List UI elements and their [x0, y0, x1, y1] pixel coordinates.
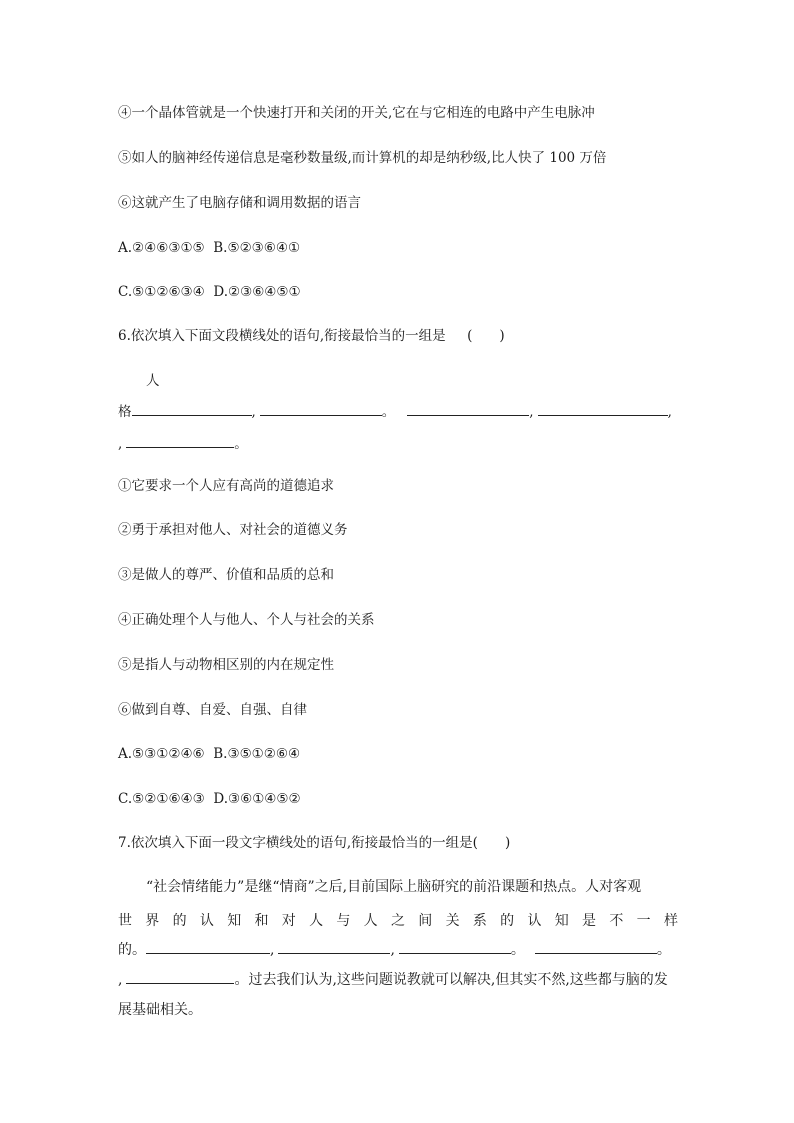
q7-passage-line-2-char: 对 [281, 913, 296, 929]
q5-item-6: ⑥这就产生了电脑存储和调用数据的语言 [118, 195, 361, 211]
q7-passage-line-2-char: 世 [118, 913, 132, 929]
q7-passage-line-5: 展基础相关。 [118, 1002, 202, 1018]
q7-passage-line-2-char: 一 [636, 913, 651, 929]
q6-blank-5[interactable] [126, 434, 234, 448]
q5-option-d: D.②③⑥④⑤① [213, 284, 301, 300]
q7-passage-line-1: “社会情绪能力”是继“情商”之后,目前国际上脑研究的前沿课题和热点。人对客观 [146, 879, 642, 895]
q7-passage-line-2 [118, 910, 678, 930]
q6-option-a: A.⑤③①②④⑥ [118, 746, 205, 762]
q7-blank-3[interactable] [399, 940, 511, 954]
q6-question [118, 327, 505, 345]
q5-options-row-1 [118, 239, 300, 257]
q6-blank-4[interactable] [538, 402, 668, 416]
q7-passage-line-2-char: 界 [145, 913, 160, 929]
q5-options-row-2 [118, 283, 301, 301]
q6-options-row-2 [118, 790, 301, 808]
q7-passage-line-2-char: 和 [254, 913, 269, 929]
q6-passage-blanks-line-2 [118, 434, 248, 453]
q7-blank-1[interactable] [146, 940, 270, 954]
q7-question: 7.依次填入下面一段文字横线处的语句,衔接最恰当的一组是( ) [118, 835, 511, 851]
q7-passage-line-2-char: 间 [418, 913, 433, 929]
q7-passage-line-2-char: 认 [199, 913, 214, 929]
q5-option-b: B.⑤②③⑥④① [213, 240, 301, 256]
q7-passage-line-2-char: 之 [390, 913, 405, 929]
q5-item-5: ⑤如人的脑神经传递信息是毫秒数量级,而计算机的却是纳秒级,比人快了 100 万倍 [118, 150, 607, 166]
q6-comma: , [529, 404, 534, 420]
q6-period: 。 [234, 436, 248, 452]
q6-passage-char: 格 [118, 404, 132, 420]
q6-passage-start: 人 [146, 373, 160, 389]
q7-passage-line-2-char: 知 [554, 913, 569, 929]
q6-comma: , [667, 404, 672, 420]
q5-option-c: C.⑤①②⑥③④ [118, 284, 205, 300]
q6-item-1: ①它要求一个人应有高尚的道德追求 [118, 478, 334, 494]
q6-blank-1[interactable] [132, 402, 252, 416]
q6-blank-2[interactable] [260, 402, 382, 416]
q7-passage-line-2-char: 知 [227, 913, 242, 929]
q7-passage-line-2-char: 认 [527, 913, 542, 929]
q7-blank-5[interactable] [126, 970, 234, 984]
q7-passage-line-2-char: 关 [445, 913, 460, 929]
q7-passage-line-2-char: 的 [172, 913, 187, 929]
q7-passage-line-2-char: 不 [609, 913, 624, 929]
q7-passage-line-2-char: 人 [363, 913, 378, 929]
q7-passage-line-2-char: 是 [582, 913, 597, 929]
q5-item-4: ④一个晶体管就是一个快速打开和关闭的开关,它在与它相连的电路中产生电脉冲 [118, 105, 595, 121]
q7-period: 。 [510, 942, 525, 958]
q7-period: 。 [656, 942, 671, 958]
q6-comma: , [118, 436, 123, 452]
q7-passage-line-2-char: 样 [663, 913, 678, 929]
q6-item-6: ⑥做到自尊、自爱、自强、自律 [118, 702, 307, 718]
q7-comma: , [270, 942, 275, 958]
q6-item-5: ⑤是指人与动物相区别的内在规定性 [118, 657, 334, 673]
q6-option-d: D.③⑥①④⑤② [213, 791, 301, 807]
q7-blank-2[interactable] [278, 940, 390, 954]
q7-comma: , [390, 942, 395, 958]
q7-blank-4[interactable] [535, 940, 657, 954]
q7-passage-char: 的。 [118, 942, 146, 958]
q7-comma: , [118, 972, 123, 988]
q7-passage-line-2-char: 的 [500, 913, 515, 929]
q6-item-2: ②勇于承担对他人、对社会的道德义务 [118, 522, 348, 538]
q6-option-b: B.③⑤①②⑥④ [213, 746, 301, 762]
q7-passage-line-3 [118, 940, 671, 959]
q6-passage-blanks-line [118, 402, 672, 421]
q6-answer-bracket: ( ) [467, 328, 505, 344]
q6-blank-3[interactable] [407, 402, 529, 416]
q6-comma: , [251, 404, 256, 420]
q6-options-row-1 [118, 745, 300, 763]
q6-question-text: 6.依次填入下面文段横线处的语句,衔接最恰当的一组是 [118, 328, 446, 344]
q6-period: 。 [381, 404, 396, 420]
q6-option-c: C.⑤②①⑥④③ [118, 791, 205, 807]
q7-passage-line-2-char: 与 [336, 913, 351, 929]
q7-passage-line-4-text: 。过去我们认为,这些问题说教就可以解决,但其实不然,这些都与脑的发 [234, 972, 668, 988]
q7-passage-line-4 [118, 970, 668, 989]
q7-passage-line-2-char: 人 [309, 913, 324, 929]
q6-item-4: ④正确处理个人与他人、个人与社会的关系 [118, 612, 375, 628]
q6-item-3: ③是做人的尊严、价值和品质的总和 [118, 567, 334, 583]
q7-passage-line-2-char: 系 [472, 913, 487, 929]
q5-option-a: A.②④⑥③①⑤ [118, 240, 205, 256]
